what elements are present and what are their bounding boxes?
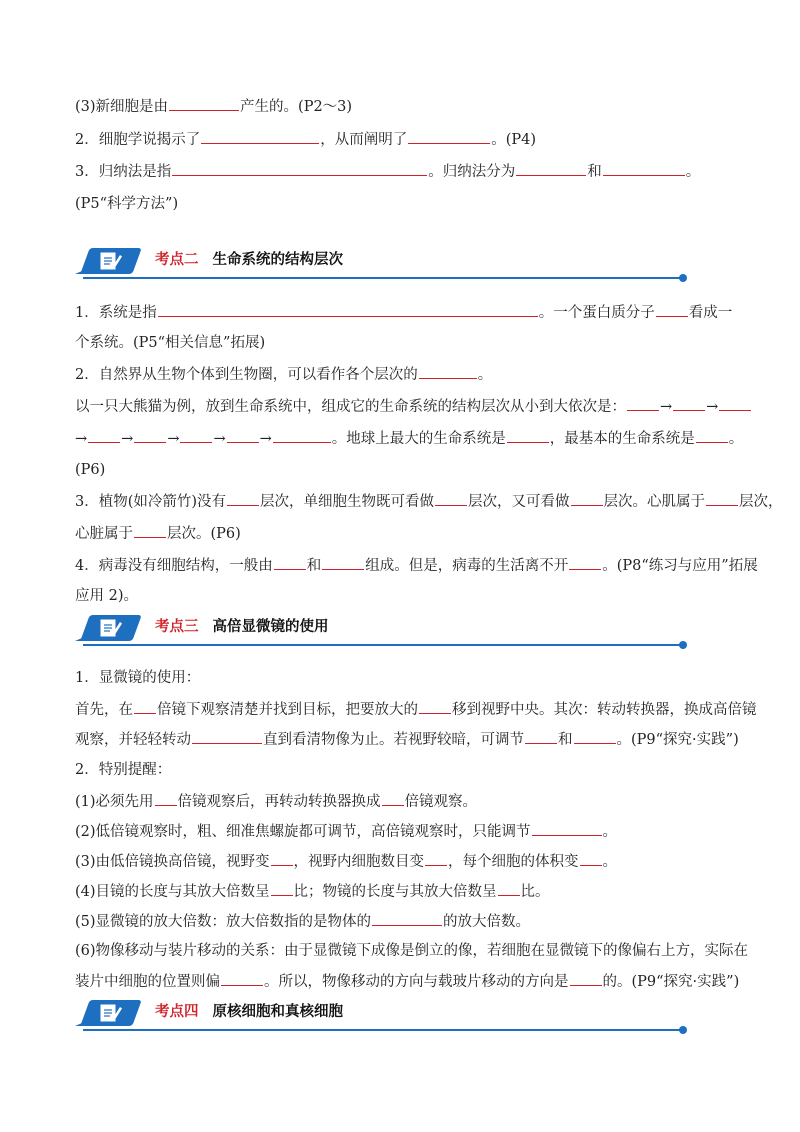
arrow: → xyxy=(660,399,673,415)
text-line xyxy=(75,460,735,480)
text: 层次，又可看做 xyxy=(468,494,570,510)
fill-blank[interactable] xyxy=(227,491,259,506)
notebook-pencil-icon xyxy=(99,251,123,271)
header-rule-dot xyxy=(679,274,687,282)
text: (3)由低倍镜换高倍镜，视野变 xyxy=(75,854,270,870)
text-line xyxy=(75,668,735,688)
text: 倍镜下观察清楚并找到目标，把要放大的 xyxy=(157,702,418,718)
notebook-pencil-icon xyxy=(99,1003,123,1023)
header-text: 生命系统的结构层次 xyxy=(212,252,343,268)
text: 。所以，物像移动的方向与载玻片移动的方向是 xyxy=(264,974,569,990)
text: 2．自然界从生物个体到生物圈，可以看作各个层次的 xyxy=(75,367,418,383)
fill-blank[interactable] xyxy=(570,971,602,986)
text-line xyxy=(75,941,749,961)
text: 看成一 xyxy=(688,305,733,321)
fill-blank[interactable] xyxy=(419,364,477,379)
fill-blank[interactable] xyxy=(425,851,447,866)
text: (P5“科学方法”) xyxy=(75,196,179,212)
text: 3．归纳法是指 xyxy=(75,164,172,180)
text: 。一个蛋白质分子 xyxy=(538,305,655,321)
fill-blank[interactable] xyxy=(532,821,602,836)
text: 装片中细胞的位置则偏 xyxy=(75,974,220,990)
header-rule-dot xyxy=(679,1026,687,1034)
fill-blank[interactable] xyxy=(322,555,364,570)
header-title xyxy=(155,250,343,270)
text-line xyxy=(75,851,735,872)
text: (1)必须先用 xyxy=(75,794,154,810)
fill-blank[interactable] xyxy=(516,161,586,176)
text-line xyxy=(75,555,758,576)
text: (2)低倍镜观察时，粗、细准焦螺旋都可调节，高倍镜观察时，只能调节 xyxy=(75,824,531,840)
text: 。 xyxy=(685,164,701,180)
text: 倍镜观察后，再转动转换器换成 xyxy=(177,794,381,810)
text-line xyxy=(75,161,735,182)
fill-blank[interactable] xyxy=(273,428,331,443)
text-line xyxy=(75,729,739,750)
text-line xyxy=(75,333,735,353)
fill-blank[interactable] xyxy=(574,729,616,744)
fill-blank[interactable] xyxy=(372,911,442,926)
text: 和 xyxy=(558,732,573,748)
text-line xyxy=(75,129,735,150)
fill-blank[interactable] xyxy=(134,428,166,443)
fill-blank[interactable] xyxy=(158,302,538,317)
text: 应用 2)。 xyxy=(75,588,138,604)
text: 个系统。(P5“相关信息”拓展) xyxy=(75,335,266,351)
text: 1．系统是指 xyxy=(75,305,157,321)
header-text: 原核细胞和真核细胞 xyxy=(212,1004,343,1020)
fill-blank[interactable] xyxy=(706,491,738,506)
arrow: → xyxy=(167,431,180,447)
text: 观察，并轻轻转动 xyxy=(75,732,191,748)
text: 直到看清物像为止。若视野较暗，可调节 xyxy=(263,732,524,748)
header-rule xyxy=(83,644,683,646)
text: 。 xyxy=(602,824,618,840)
fill-blank[interactable] xyxy=(169,96,239,111)
fill-blank[interactable] xyxy=(274,555,306,570)
text: 。 xyxy=(728,431,744,447)
fill-blank[interactable] xyxy=(134,699,156,714)
fill-blank[interactable] xyxy=(696,428,728,443)
fill-blank[interactable] xyxy=(134,523,166,538)
text: 2．特别提醒： xyxy=(75,762,172,778)
fill-blank[interactable] xyxy=(227,428,259,443)
text-line xyxy=(75,396,735,417)
fill-blank[interactable] xyxy=(271,881,293,896)
fill-blank[interactable] xyxy=(201,129,319,144)
fill-blank[interactable] xyxy=(172,161,427,176)
text: 产生的。(P2～3) xyxy=(240,99,353,115)
arrow: → xyxy=(121,431,134,447)
fill-blank[interactable] xyxy=(221,971,263,986)
text: 以一只大熊猫为例，放到生命系统中，组成它的生命系统的结构层次从小到大依次是： xyxy=(75,399,626,415)
text: 倍镜观察。 xyxy=(404,794,478,810)
text-line xyxy=(75,760,735,780)
text: 层次， xyxy=(739,494,783,510)
text: 层次。心肌属于 xyxy=(603,494,706,510)
fill-blank[interactable] xyxy=(155,791,177,806)
fill-blank[interactable] xyxy=(525,729,557,744)
text: 比；物镜的长度与其放大倍数呈 xyxy=(293,884,497,900)
text-line xyxy=(75,791,735,812)
text: 。 xyxy=(477,367,493,383)
arrow: → xyxy=(75,431,88,447)
fill-blank[interactable] xyxy=(569,555,601,570)
fill-blank[interactable] xyxy=(673,396,705,411)
text: 和 xyxy=(587,164,602,180)
text: (4)目镜的长度与其放大倍数呈 xyxy=(75,884,270,900)
text: 的放大倍数。 xyxy=(443,914,531,930)
fill-blank[interactable] xyxy=(192,729,262,744)
text-line xyxy=(75,971,740,992)
arrow: → xyxy=(706,399,719,415)
header-rule xyxy=(83,1029,683,1031)
text: 组成。但是，病毒的生活离不开 xyxy=(365,558,569,574)
text-line xyxy=(75,302,735,323)
text: 层次，单细胞生物既可看做 xyxy=(260,494,435,510)
fill-blank[interactable] xyxy=(180,428,212,443)
text-line xyxy=(75,491,783,512)
text: 。 xyxy=(602,854,618,870)
header-title xyxy=(155,1002,343,1022)
text: ，视野内细胞数目变 xyxy=(293,854,425,870)
fill-blank[interactable] xyxy=(507,428,549,443)
text: (6)物像移动与装片移动的关系：由于显微镜下成像是倒立的像，若细胞在显微镜下的像偏右上方，实际在 xyxy=(75,943,749,959)
text: (P6) xyxy=(75,462,106,478)
text-line xyxy=(75,911,735,932)
text: 。(P4) xyxy=(491,132,537,148)
text: ，最基本的生命系统是 xyxy=(549,431,695,447)
text-line xyxy=(75,364,735,385)
fill-blank[interactable] xyxy=(656,302,688,317)
fill-blank[interactable] xyxy=(571,491,603,506)
arrow: → xyxy=(259,431,272,447)
fill-blank[interactable] xyxy=(408,129,490,144)
fill-blank[interactable] xyxy=(719,396,751,411)
text-line xyxy=(75,96,735,117)
fill-blank[interactable] xyxy=(580,851,602,866)
section-header xyxy=(75,248,690,274)
text: 。(P8“练习与应用”拓展 xyxy=(602,558,758,574)
text: ，从而阐明了 xyxy=(320,132,408,148)
text: 层次。(P6) xyxy=(167,526,241,542)
text: 心脏属于 xyxy=(75,526,133,542)
text: 2．细胞学说揭示了 xyxy=(75,132,201,148)
text-line xyxy=(75,523,735,544)
text: (3)新细胞是由 xyxy=(75,99,169,115)
arrow: → xyxy=(213,431,226,447)
section-header xyxy=(75,1000,690,1026)
header-title xyxy=(155,617,329,637)
header-key: 考点三 xyxy=(155,619,199,635)
text-line xyxy=(75,821,735,842)
text: 3．植物(如冷箭竹)没有 xyxy=(75,494,227,510)
text: ，每个细胞的体积变 xyxy=(448,854,579,870)
header-rule-dot xyxy=(679,641,687,649)
fill-blank[interactable] xyxy=(419,699,451,714)
header-key: 考点二 xyxy=(155,252,199,268)
text: 。地球上最大的生命系统是 xyxy=(331,431,506,447)
fill-blank[interactable] xyxy=(271,851,293,866)
text: 和 xyxy=(306,558,322,574)
fill-blank[interactable] xyxy=(88,428,120,443)
fill-blank[interactable] xyxy=(498,881,520,896)
fill-blank[interactable] xyxy=(435,491,467,506)
text-line xyxy=(75,194,735,214)
text-line xyxy=(75,586,735,606)
text-line xyxy=(75,881,735,902)
text: 首先，在 xyxy=(75,702,133,718)
section-header xyxy=(75,615,690,641)
text: 。(P9“探究·实践”) xyxy=(616,732,739,748)
header-key: 考点四 xyxy=(155,1004,199,1020)
notebook-pencil-icon xyxy=(99,618,123,638)
text: 4．病毒没有细胞结构，一般由 xyxy=(75,558,273,574)
fill-blank[interactable] xyxy=(627,396,659,411)
fill-blank[interactable] xyxy=(382,791,404,806)
text-line xyxy=(75,699,757,720)
header-text: 高倍显微镜的使用 xyxy=(212,619,329,635)
text: 。归纳法分为 xyxy=(428,164,516,180)
text: 1．显微镜的使用： xyxy=(75,670,201,686)
text: 移到视野中央。其次：转动转换器，换成高倍镜 xyxy=(452,702,757,718)
fill-blank[interactable] xyxy=(603,161,685,176)
text: 的。(P9“探究·实践”) xyxy=(602,974,740,990)
text: 比。 xyxy=(520,884,550,900)
text: (5)显微镜的放大倍数：放大倍数指的是物体的 xyxy=(75,914,372,930)
text-line xyxy=(75,428,744,449)
header-rule xyxy=(83,277,683,279)
